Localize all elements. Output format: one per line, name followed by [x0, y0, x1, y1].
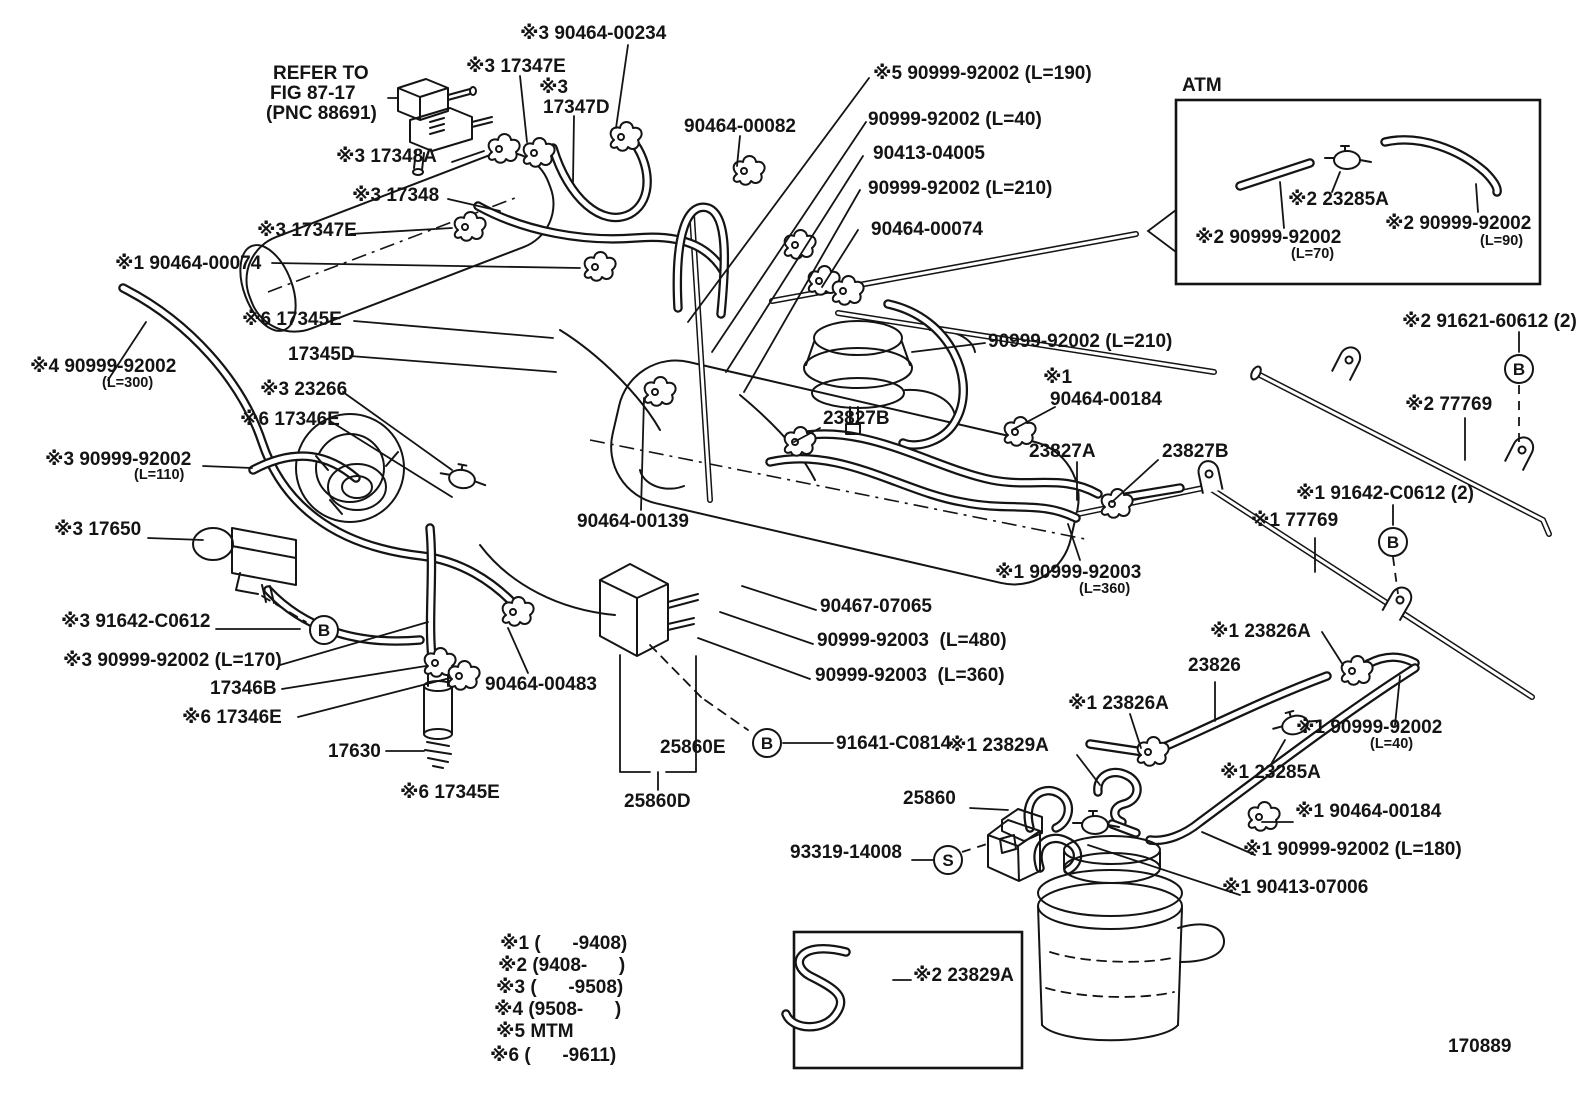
label-17348a: ※3 17348A: [336, 146, 437, 167]
label-25860e: 25860E: [660, 737, 726, 758]
atm-label-23285a: ※2 23285A: [1288, 189, 1389, 210]
label-17346e-a: ※6 17346E: [240, 409, 340, 430]
label-refer-2: FIG 87-17: [270, 83, 356, 104]
vsv-25860: [988, 809, 1042, 881]
label-refer-1: REFER TO: [273, 63, 369, 84]
callout-b-circle-3: B: [1378, 527, 1408, 557]
label-23826a-b: ※1 23826A: [1068, 693, 1169, 714]
label-17346e-b: ※6 17346E: [182, 707, 282, 728]
label-17348: ※3 17348: [352, 185, 440, 206]
label-92003-l480: 90999-92003 (L=480): [817, 630, 1007, 651]
label-25860d: 25860D: [624, 791, 691, 812]
label-23829a-box: ※2 23829A: [913, 965, 1014, 986]
legend-line-5: ※5 MTM: [496, 1021, 574, 1042]
label-92002-l210-b: 90999-92002 (L=210): [988, 331, 1173, 352]
callout-b-circle-4: B: [752, 728, 782, 758]
atm-label-hose-left-len: (L=70): [1291, 246, 1335, 262]
label-17346b: 17346B: [210, 678, 277, 699]
label-17650: ※3 17650: [54, 519, 142, 540]
label-l110: (L=110): [134, 467, 185, 483]
label-23827b-b: 23827B: [1162, 441, 1229, 462]
label-23826: 23826: [1188, 655, 1241, 676]
label-92003-l360-a: ※1 90999-92003: [995, 562, 1142, 583]
label-92002-l210: 90999-92002 (L=210): [868, 178, 1053, 199]
label-refer-3: (PNC 88691): [266, 103, 377, 124]
label-star1-a: ※1: [1043, 367, 1073, 388]
label-92002-l190: ※5 90999-92002 (L=190): [873, 63, 1092, 84]
atm-title: ATM: [1182, 75, 1222, 96]
label-90464-00234: ※3 90464-00234: [520, 23, 667, 44]
label-90413-04005: 90413-04005: [873, 143, 985, 164]
atm-label-hose-right: ※2 90999-92002: [1385, 213, 1532, 234]
label-17345e-b: ※6 17345E: [400, 782, 500, 803]
label-92002-l110: ※3 90999-92002: [45, 449, 192, 470]
label-17347d: 17347D: [543, 97, 610, 118]
label-91621-60612: ※2 91621-60612 (2): [1402, 311, 1577, 332]
label-77769-2: ※2 77769: [1405, 394, 1493, 415]
label-17345e-a: ※6 17345E: [242, 309, 342, 330]
label-23826a-a: ※1 23826A: [1210, 621, 1311, 642]
label-17347e-a: ※3 17347E: [466, 56, 566, 77]
label-90464-00074-a: 90464-00074: [871, 219, 983, 240]
figure-number: 170889: [1448, 1036, 1512, 1057]
label-77769-1: ※1 77769: [1251, 510, 1339, 531]
callout-b-circle-1: B: [1504, 354, 1534, 384]
label-23829a-a: ※1 23829A: [948, 735, 1049, 756]
label-92002-l180: ※1 90999-92002 (L=180): [1243, 839, 1462, 860]
legend-line-4: ※4 (9508- ): [494, 999, 622, 1020]
label-90464-00074-b: ※1 90464-00074: [115, 253, 262, 274]
label-23266: ※3 23266: [260, 379, 348, 400]
label-l300: (L=300): [102, 375, 154, 391]
label-90464-00184-b: ※1 90464-00184: [1295, 801, 1442, 822]
callout-s-circle: S: [933, 845, 963, 875]
legend-line-6: ※6 ( -9611): [490, 1045, 617, 1066]
label-90464-00139: 90464-00139: [577, 511, 689, 532]
label-92002-l170: ※3 90999-92002 (L=170): [63, 650, 282, 671]
label-91642-c0612-3: ※3 91642-C0612: [61, 611, 211, 632]
label-17630: 17630: [328, 741, 381, 762]
legend-line-2: ※2 (9408- ): [498, 955, 626, 976]
label-93319-14008: 93319-14008: [790, 842, 902, 863]
callout-b-circle-2: B: [309, 615, 339, 645]
label-90413-07006: ※1 90413-07006: [1222, 877, 1369, 898]
label-90464-00184-a: 90464-00184: [1050, 389, 1162, 410]
label-23827a: 23827A: [1029, 441, 1096, 462]
label-17347e-b: ※3 17347E: [257, 220, 357, 241]
label-90467-07065: 90467-07065: [820, 596, 932, 617]
label-91641-c0814: 91641-C0814: [836, 733, 952, 754]
legend-line-3: ※3 ( -9508): [496, 977, 624, 998]
atm-label-hose-left: ※2 90999-92002: [1195, 227, 1342, 248]
label-l40-b: (L=40): [1370, 736, 1414, 752]
label-17345d: 17345D: [288, 344, 355, 365]
label-90464-00082: 90464-00082: [684, 116, 796, 137]
label-92002-l40-b: ※1 90999-92002: [1296, 717, 1443, 738]
label-l360-a: (L=360): [1079, 581, 1131, 597]
label-92002-l300: ※4 90999-92002: [30, 356, 177, 377]
label-25860: 25860: [903, 788, 956, 809]
label-23827b-a: 23827B: [823, 408, 890, 429]
label-23285a-b: ※1 23285A: [1220, 762, 1321, 783]
atm-label-hose-right-len: (L=90): [1480, 233, 1524, 249]
legend-line-1: ※1 ( -9408): [500, 933, 628, 954]
check-valve-17630: [424, 664, 452, 768]
label-90464-00483: 90464-00483: [485, 674, 597, 695]
atm-check-valve-23285a: [1325, 146, 1371, 169]
label-91642-c0612-1: ※1 91642-C0612 (2): [1296, 483, 1474, 504]
label-92002-l40: 90999-92002 (L=40): [868, 109, 1042, 130]
label-star3: ※3: [539, 77, 569, 98]
label-92003-l360-b: 90999-92003 (L=360): [815, 665, 1005, 686]
